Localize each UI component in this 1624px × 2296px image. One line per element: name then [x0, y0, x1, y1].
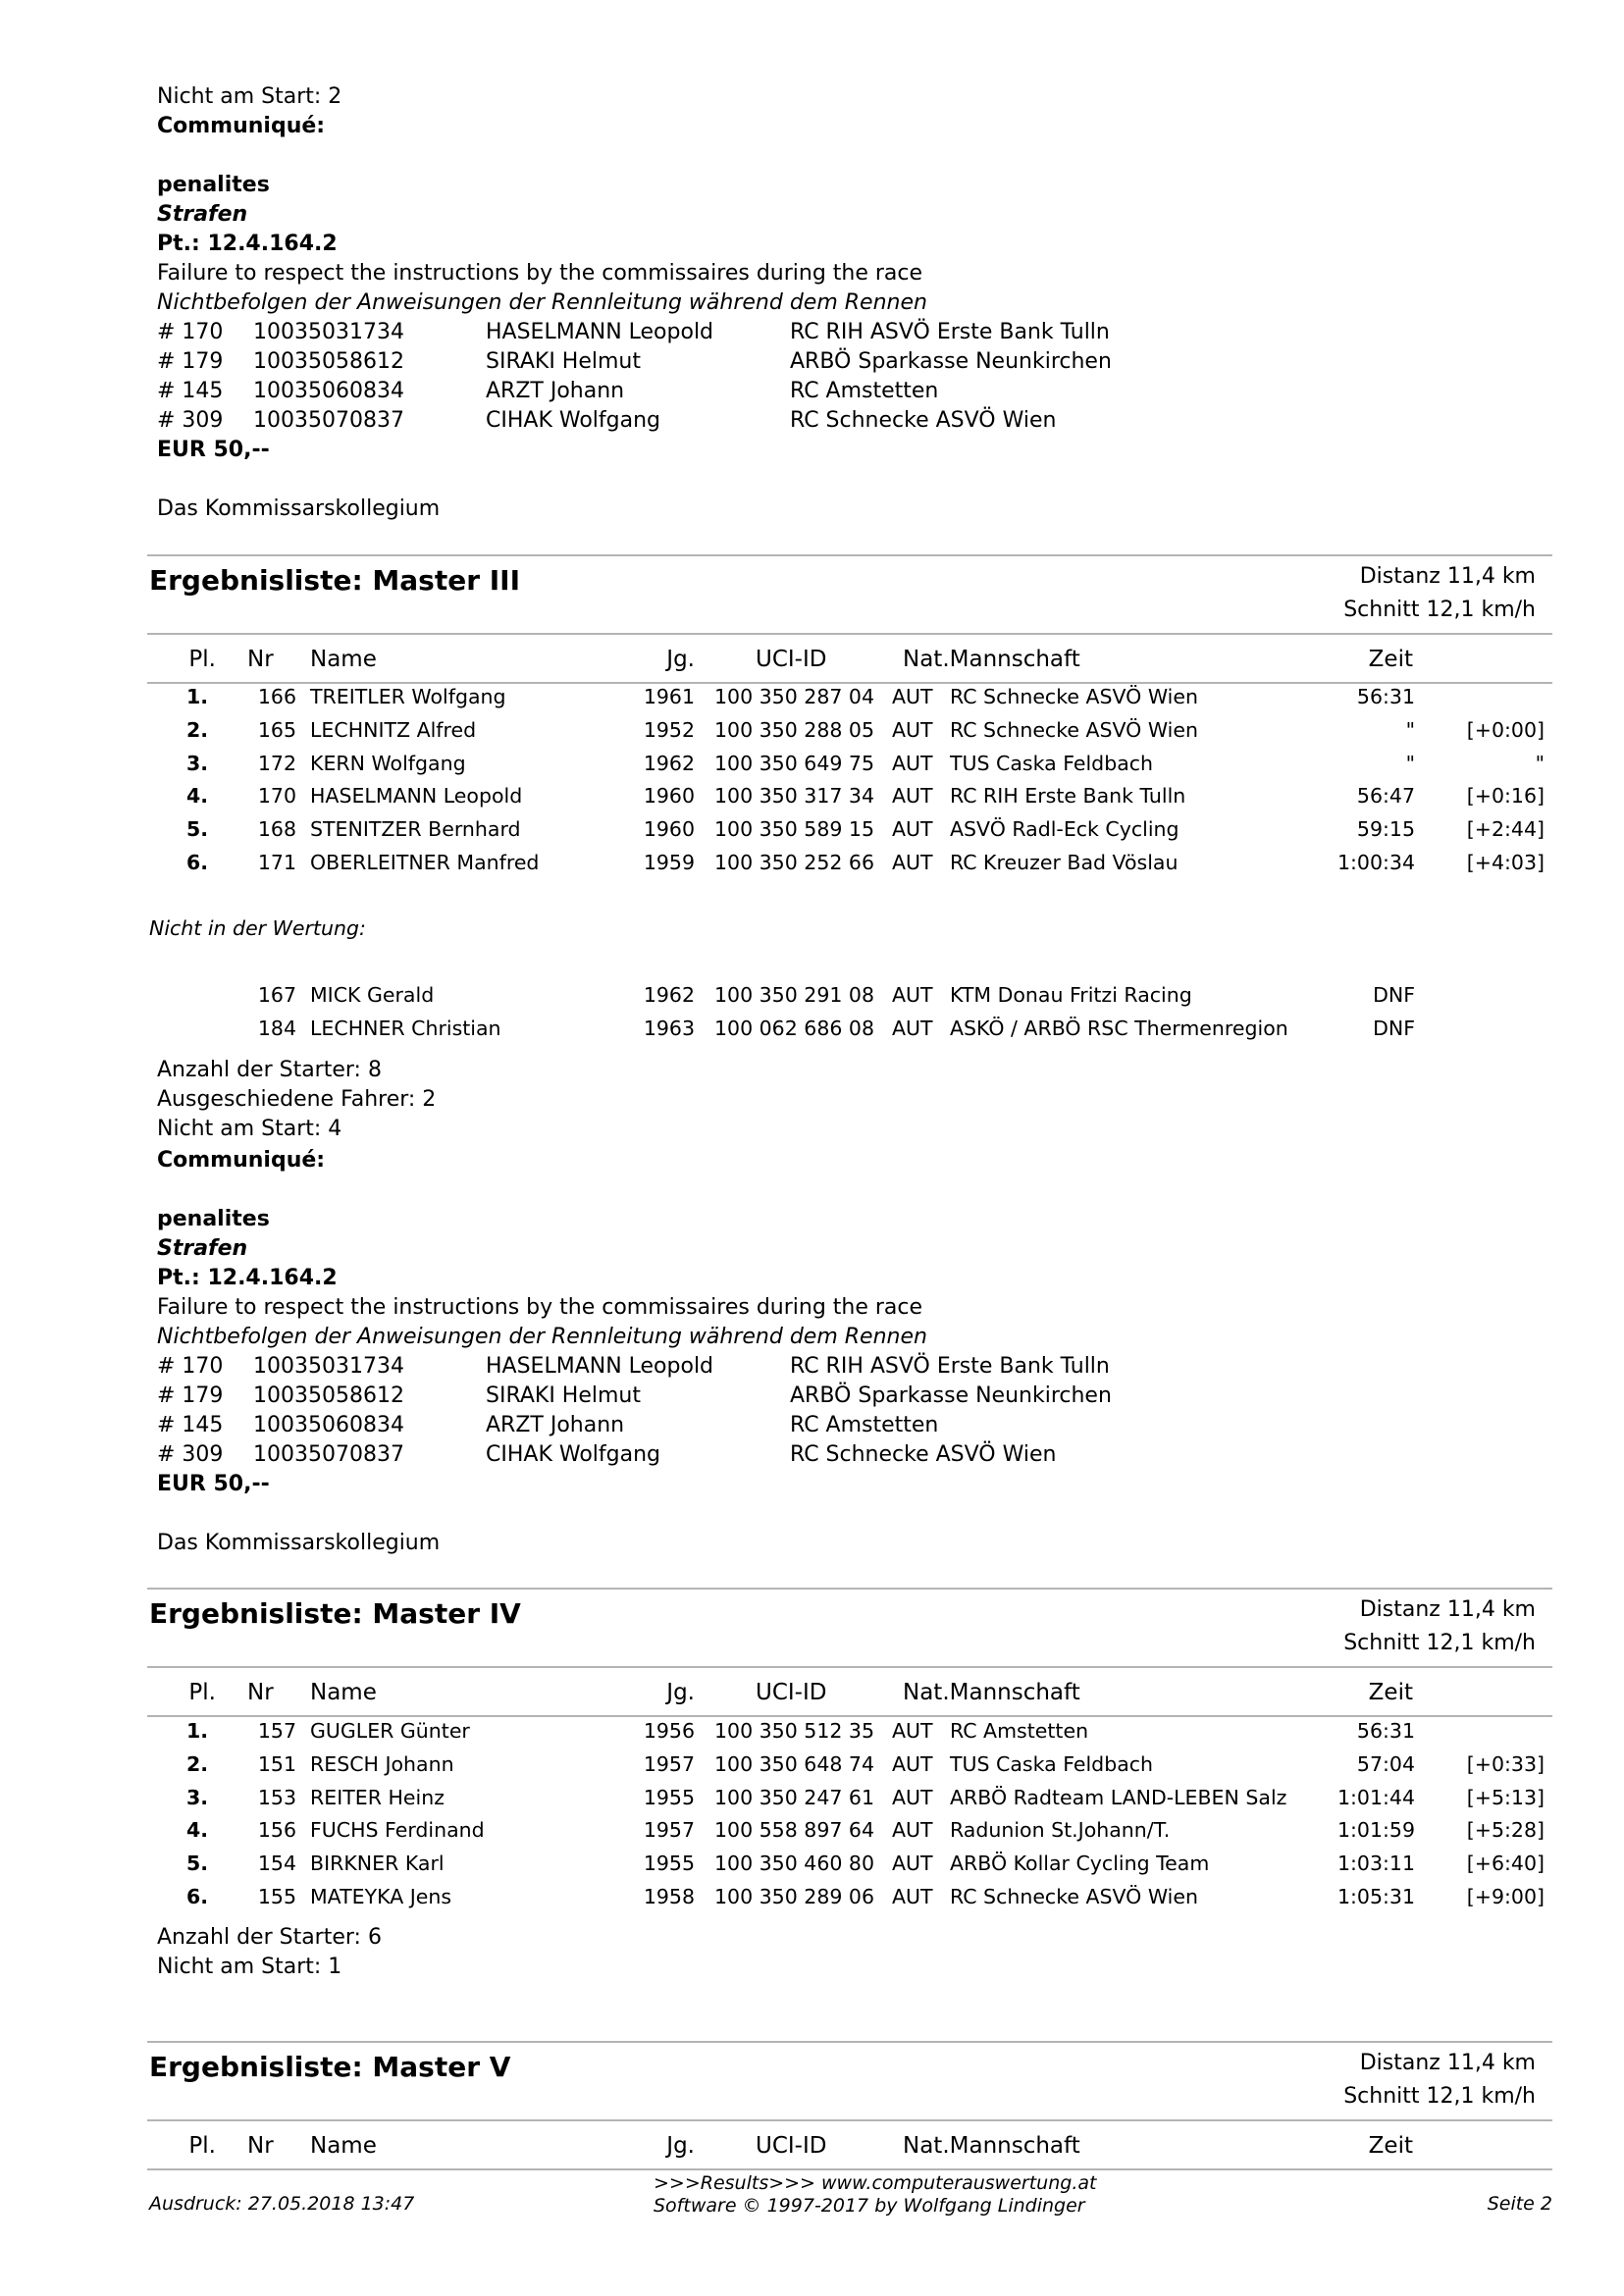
- comm2-penalty-name: ARZT Johann: [486, 1413, 625, 1437]
- row-gap: [+5:13]: [1466, 1785, 1545, 1809]
- master4-col-name: Name: [310, 1680, 377, 1705]
- row-uci-id: 100 350 589 15: [714, 817, 875, 842]
- comm1-penalty-team: RC Schnecke ASVÖ Wien: [790, 408, 1057, 433]
- comm1-penalty-nr: # 145: [157, 379, 224, 403]
- row-nation: AUT: [892, 1852, 933, 1876]
- comm1-penalty-nr: # 309: [157, 408, 224, 433]
- master3-top-rule: [147, 554, 1552, 556]
- row-uci-id: 100 350 247 61: [714, 1785, 875, 1809]
- row-year: 1958: [643, 1885, 695, 1908]
- row-team: ARBÖ Kollar Cycling Team: [950, 1852, 1210, 1876]
- comm2-penalty-name: HASELMANN Leopold: [486, 1354, 714, 1379]
- comm2-penalty-name: SIRAKI Helmut: [486, 1383, 641, 1408]
- master3-col-uci: UCI-ID: [756, 647, 827, 672]
- footer-page-number: Seite 2: [1487, 2193, 1552, 2215]
- row-name: FUCHS Ferdinand: [310, 1818, 485, 1843]
- comm1-strafen-label: Strafen: [157, 202, 248, 227]
- row-nation: AUT: [892, 1719, 933, 1743]
- row-place: 4.: [185, 784, 208, 809]
- row-year: 1957: [643, 1818, 695, 1843]
- master5-col-uci: UCI-ID: [756, 2133, 827, 2159]
- row-nation: AUT: [892, 817, 933, 842]
- row-gap: [+2:44]: [1466, 817, 1545, 842]
- row-nation: AUT: [892, 983, 933, 1007]
- master3-col-pl: Pl.: [188, 647, 216, 672]
- row-nr: 166: [257, 685, 296, 708]
- row-gap: [+6:40]: [1466, 1852, 1545, 1876]
- row-nr: 155: [257, 1885, 296, 1908]
- master3-ausgeschieden: Ausgeschiedene Fahrer: 2: [157, 1087, 437, 1112]
- row-nation: AUT: [892, 751, 933, 775]
- row-name: MATEYKA Jens: [310, 1885, 452, 1908]
- master5-top-rule: [147, 2041, 1552, 2043]
- row-name: BIRKNER Karl: [310, 1852, 445, 1876]
- row-nation: AUT: [892, 1818, 933, 1843]
- footer-results-link: >>>Results>>> www.computerauswertung.at: [654, 2172, 1097, 2194]
- row-team: TUS Caska Feldbach: [950, 1751, 1154, 1776]
- master3-col-nat: Nat.Mannschaft: [903, 647, 1080, 672]
- row-team: RC RIH Erste Bank Tulln: [950, 784, 1186, 809]
- row-gap: [+0:33]: [1466, 1751, 1545, 1776]
- row-time: 59:15: [1356, 817, 1415, 842]
- comm2-penalty-nr: # 309: [157, 1442, 224, 1467]
- row-nr: 168: [257, 817, 296, 842]
- row-name: HASELMANN Leopold: [310, 784, 523, 809]
- row-year: 1962: [643, 983, 695, 1007]
- master5-col-nr: Nr: [247, 2133, 274, 2159]
- master5-title: Ergebnisliste: Master V: [149, 2051, 511, 2083]
- row-nr: 184: [257, 1016, 296, 1040]
- master3-header-rule-top: [147, 633, 1552, 635]
- comm2-penalty-id: 10035058612: [253, 1383, 404, 1408]
- row-nr: 165: [257, 717, 296, 742]
- master4-col-pl: Pl.: [188, 1680, 216, 1705]
- master3-anzahl-starter: Anzahl der Starter: 8: [157, 1058, 382, 1082]
- comm2-penalty-name: CIHAK Wolfgang: [486, 1442, 660, 1467]
- row-place: 1.: [185, 685, 208, 708]
- master4-col-zeit: Zeit: [1368, 1680, 1413, 1705]
- row-place: 2.: [185, 1751, 208, 1776]
- row-uci-id: 100 350 287 04: [714, 685, 875, 708]
- row-uci-id: 100 350 460 80: [714, 1852, 875, 1876]
- comm1-penalty-nr: # 179: [157, 349, 224, 374]
- master4-nicht-am-start: Nicht am Start: 1: [157, 1955, 342, 1979]
- row-team: ASKÖ / ARBÖ RSC Thermenregion: [950, 1016, 1288, 1040]
- row-nation: AUT: [892, 717, 933, 742]
- row-team: ARBÖ Radteam LAND-LEBEN Salz: [950, 1785, 1287, 1809]
- row-name: REITER Heinz: [310, 1785, 445, 1809]
- comm2-penalty-id: 10035060834: [253, 1413, 404, 1437]
- master5-schnitt: Schnitt 12,1 km/h: [1343, 2084, 1536, 2109]
- row-place: 3.: [185, 751, 208, 775]
- comm1-desc-de: Nichtbefolgen der Anweisungen der Rennleitung während dem Rennen: [157, 290, 927, 315]
- master5-distanz: Distanz 11,4 km: [1359, 2051, 1536, 2075]
- row-time: ": [1405, 717, 1415, 742]
- row-nr: 170: [257, 784, 296, 809]
- master5-col-nat: Nat.Mannschaft: [903, 2133, 1080, 2159]
- row-year: 1960: [643, 817, 695, 842]
- row-time: 57:04: [1356, 1751, 1415, 1776]
- row-year: 1955: [643, 1785, 695, 1809]
- comm1-penalty-id: 10035070837: [253, 408, 404, 433]
- comm2-penalites-label: penalites: [157, 1207, 270, 1231]
- comm1-communique-title: Communiqué:: [157, 114, 326, 138]
- row-gap: [+0:00]: [1466, 717, 1545, 742]
- comm1-penalty-team: RC Amstetten: [790, 379, 939, 403]
- comm1-penalty-id: 10035031734: [253, 320, 404, 344]
- master5-col-jg: Jg.: [666, 2133, 695, 2159]
- row-uci-id: 100 350 291 08: [714, 983, 875, 1007]
- row-gap: [+0:16]: [1466, 784, 1545, 809]
- row-uci-id: 100 350 512 35: [714, 1719, 875, 1743]
- master4-header-rule-top: [147, 1666, 1552, 1668]
- row-team: RC Amstetten: [950, 1719, 1089, 1743]
- row-year: 1956: [643, 1719, 695, 1743]
- row-name: GUGLER Günter: [310, 1719, 470, 1743]
- row-time: 56:31: [1356, 1719, 1415, 1743]
- master5-header-rule-bottom: [147, 2168, 1552, 2170]
- row-time: 1:01:59: [1336, 1818, 1415, 1843]
- master3-col-nr: Nr: [247, 647, 274, 672]
- row-time: DNF: [1373, 1016, 1415, 1040]
- comm2-penalty-id: 10035070837: [253, 1442, 404, 1467]
- nicht-in-wertung-label: Nicht in der Wertung:: [149, 916, 366, 940]
- comm2-penalty-nr: # 170: [157, 1354, 224, 1379]
- row-place: 5.: [185, 817, 208, 842]
- comm2-strafen-label: Strafen: [157, 1236, 248, 1261]
- master3-col-name: Name: [310, 647, 377, 672]
- comm2-signature: Das Kommissarskollegium: [157, 1531, 441, 1555]
- row-year: 1952: [643, 717, 695, 742]
- comm1-penalty-id: 10035060834: [253, 379, 404, 403]
- row-name: OBERLEITNER Manfred: [310, 851, 540, 874]
- row-uci-id: 100 350 252 66: [714, 851, 875, 874]
- comm2-penalty-id: 10035031734: [253, 1354, 404, 1379]
- comm2-penalty-team: ARBÖ Sparkasse Neunkirchen: [790, 1383, 1112, 1408]
- row-nr: 151: [257, 1751, 296, 1776]
- row-uci-id: 100 350 648 74: [714, 1751, 875, 1776]
- row-nr: 172: [257, 751, 296, 775]
- row-year: 1957: [643, 1751, 695, 1776]
- row-name: RESCH Johann: [310, 1751, 454, 1776]
- master3-nicht-am-start: Nicht am Start: 4: [157, 1117, 342, 1141]
- comm1-penalty-name: SIRAKI Helmut: [486, 349, 641, 374]
- row-gap: [+4:03]: [1466, 851, 1545, 874]
- row-nation: AUT: [892, 685, 933, 708]
- master4-col-nr: Nr: [247, 1680, 274, 1705]
- row-team: TUS Caska Feldbach: [950, 751, 1154, 775]
- row-place: 2.: [185, 717, 208, 742]
- row-place: 5.: [185, 1852, 208, 1876]
- row-uci-id: 100 350 317 34: [714, 784, 875, 809]
- row-year: 1959: [643, 851, 695, 874]
- row-time: ": [1405, 751, 1415, 775]
- comm2-communique-title: Communiqué:: [157, 1148, 326, 1173]
- row-year: 1961: [643, 685, 695, 708]
- comm1-signature: Das Kommissarskollegium: [157, 496, 441, 521]
- row-nation: AUT: [892, 851, 933, 874]
- comm2-penalty-team: RC RIH ASVÖ Erste Bank Tulln: [790, 1354, 1110, 1379]
- comm2-desc-de: Nichtbefolgen der Anweisungen der Rennleitung während dem Rennen: [157, 1325, 927, 1349]
- row-year: 1963: [643, 1016, 695, 1040]
- comm2-penalty-team: RC Schnecke ASVÖ Wien: [790, 1442, 1057, 1467]
- master4-col-nat: Nat.Mannschaft: [903, 1680, 1080, 1705]
- row-uci-id: 100 350 289 06: [714, 1885, 875, 1908]
- master4-col-uci: UCI-ID: [756, 1680, 827, 1705]
- footer-print-date: Ausdruck: 27.05.2018 13:47: [149, 2193, 415, 2215]
- row-nr: 157: [257, 1719, 296, 1743]
- row-uci-id: 100 350 288 05: [714, 717, 875, 742]
- row-team: KTM Donau Fritzi Racing: [950, 983, 1192, 1007]
- row-team: Radunion St.Johann/T.: [950, 1818, 1171, 1843]
- comm1-penalty-name: CIHAK Wolfgang: [486, 408, 660, 433]
- comm2-penalty-nr: # 145: [157, 1413, 224, 1437]
- row-uci-id: 100 558 897 64: [714, 1818, 875, 1843]
- footer-software-credit: Software © 1997-2017 by Wolfgang Lindinger: [654, 2195, 1085, 2217]
- master4-top-rule: [147, 1588, 1552, 1590]
- row-name: STENITZER Bernhard: [310, 817, 521, 842]
- comm2-penalty-nr: # 179: [157, 1383, 224, 1408]
- row-nation: AUT: [892, 1885, 933, 1908]
- row-nation: AUT: [892, 1016, 933, 1040]
- comm2-penalty-team: RC Amstetten: [790, 1413, 939, 1437]
- comm2-pt-label: Pt.: 12.4.164.2: [157, 1266, 338, 1290]
- row-nation: AUT: [892, 1751, 933, 1776]
- row-nr: 153: [257, 1785, 296, 1809]
- row-team: RC Schnecke ASVÖ Wien: [950, 685, 1198, 708]
- row-team: RC Schnecke ASVÖ Wien: [950, 717, 1198, 742]
- row-year: 1962: [643, 751, 695, 775]
- row-year: 1955: [643, 1852, 695, 1876]
- master3-distanz: Distanz 11,4 km: [1359, 564, 1536, 589]
- master4-col-jg: Jg.: [666, 1680, 695, 1705]
- row-place: 4.: [185, 1818, 208, 1843]
- row-name: LECHNER Christian: [310, 1016, 501, 1040]
- row-name: KERN Wolfgang: [310, 751, 466, 775]
- comm1-penalites-label: penalites: [157, 173, 270, 197]
- row-time: 1:01:44: [1336, 1785, 1415, 1809]
- row-nation: AUT: [892, 1785, 933, 1809]
- row-time: 1:05:31: [1336, 1885, 1415, 1908]
- row-nr: 156: [257, 1818, 296, 1843]
- comm1-penalty-team: ARBÖ Sparkasse Neunkirchen: [790, 349, 1112, 374]
- master4-distanz: Distanz 11,4 km: [1359, 1597, 1536, 1622]
- master5-col-name: Name: [310, 2133, 377, 2159]
- row-name: TREITLER Wolfgang: [310, 685, 506, 708]
- comm1-desc-en: Failure to respect the instructions by the commissaires during the race: [157, 261, 923, 286]
- row-year: 1960: [643, 784, 695, 809]
- row-place: 6.: [185, 1885, 208, 1908]
- comm1-penalty-name: HASELMANN Leopold: [486, 320, 714, 344]
- row-uci-id: 100 350 649 75: [714, 751, 875, 775]
- row-place: 6.: [185, 851, 208, 874]
- master3-header-rule-bottom: [147, 682, 1552, 684]
- comm1-fine: EUR 50,--: [157, 438, 270, 462]
- master3-title: Ergebnisliste: Master III: [149, 564, 520, 597]
- row-time: 56:31: [1356, 685, 1415, 708]
- master5-header-rule-top: [147, 2119, 1552, 2121]
- row-gap: [+5:28]: [1466, 1818, 1545, 1843]
- row-nr: 154: [257, 1852, 296, 1876]
- comm1-pt-label: Pt.: 12.4.164.2: [157, 232, 338, 256]
- comm2-fine: EUR 50,--: [157, 1472, 270, 1496]
- row-gap: [+9:00]: [1466, 1885, 1545, 1908]
- comm2-desc-en: Failure to respect the instructions by the commissaires during the race: [157, 1295, 923, 1320]
- row-place: 3.: [185, 1785, 208, 1809]
- row-time: DNF: [1373, 983, 1415, 1007]
- row-gap: ": [1535, 751, 1545, 775]
- row-name: LECHNITZ Alfred: [310, 717, 477, 742]
- row-nr: 167: [257, 983, 296, 1007]
- row-team: RC Kreuzer Bad Vöslau: [950, 851, 1179, 874]
- row-place: 1.: [185, 1719, 208, 1743]
- master3-col-zeit: Zeit: [1368, 647, 1413, 672]
- comm1-penalty-team: RC RIH ASVÖ Erste Bank Tulln: [790, 320, 1110, 344]
- master4-anzahl-starter: Anzahl der Starter: 6: [157, 1925, 382, 1950]
- row-uci-id: 100 062 686 08: [714, 1016, 875, 1040]
- row-team: ASVÖ Radl-Eck Cycling: [950, 817, 1179, 842]
- row-team: RC Schnecke ASVÖ Wien: [950, 1885, 1198, 1908]
- row-time: 1:03:11: [1336, 1852, 1415, 1876]
- comm1-penalty-nr: # 170: [157, 320, 224, 344]
- master3-col-jg: Jg.: [666, 647, 695, 672]
- nicht-am-start-text: Nicht am Start: 2: [157, 84, 342, 109]
- row-name: MICK Gerald: [310, 983, 435, 1007]
- row-time: 56:47: [1356, 784, 1415, 809]
- row-time: 1:00:34: [1336, 851, 1415, 874]
- master3-schnitt: Schnitt 12,1 km/h: [1343, 598, 1536, 622]
- master4-title: Ergebnisliste: Master IV: [149, 1597, 521, 1630]
- row-nr: 171: [257, 851, 296, 874]
- master5-col-pl: Pl.: [188, 2133, 216, 2159]
- comm1-penalty-name: ARZT Johann: [486, 379, 625, 403]
- row-nation: AUT: [892, 784, 933, 809]
- master4-header-rule-bottom: [147, 1715, 1552, 1717]
- master5-col-zeit: Zeit: [1368, 2133, 1413, 2159]
- comm1-penalty-id: 10035058612: [253, 349, 404, 374]
- master4-schnitt: Schnitt 12,1 km/h: [1343, 1631, 1536, 1655]
